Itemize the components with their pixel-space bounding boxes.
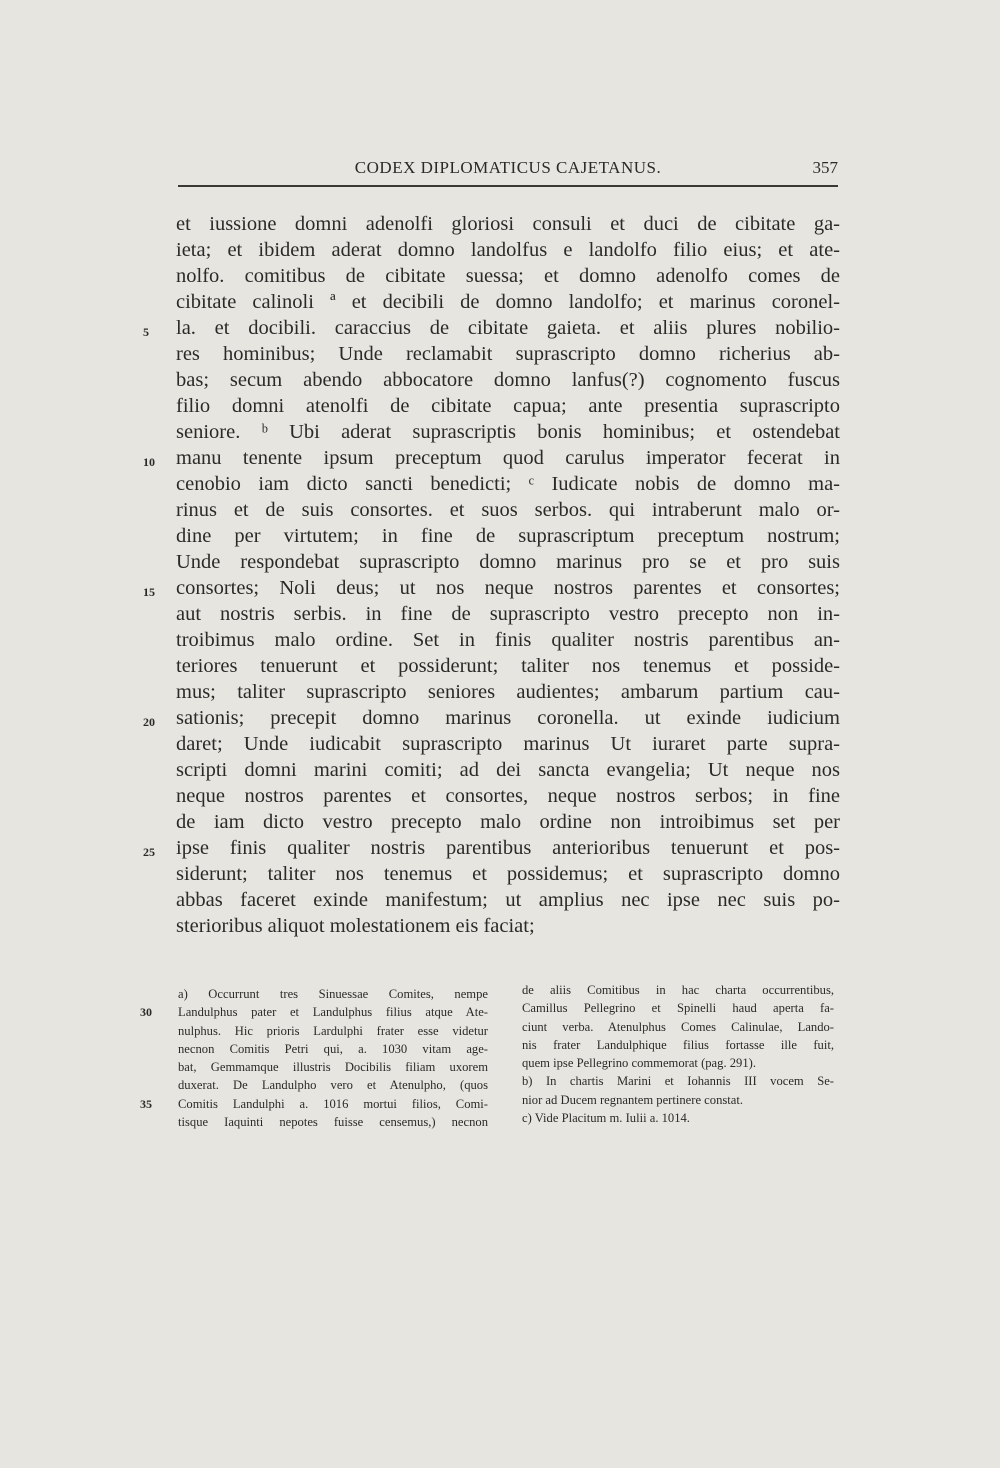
text-line: bas; secum abendo abbocatore domno lanfus(?) cognomento fuscus xyxy=(176,369,840,391)
footnotes-left-column xyxy=(178,985,488,1131)
text-line: Unde respondebat suprascripto domno marinus pro se et pro suis xyxy=(176,551,840,573)
line-number: 15 xyxy=(143,585,155,599)
footnote-line: ciunt verba. Atenulphus Comes Calinulae, Lando- xyxy=(522,1019,834,1034)
text-line: aut nostris serbis. in fine de suprascripto vestro precepto non in- xyxy=(176,603,840,625)
text-line: abbas faceret exinde manifestum; ut amplius nec ipse nec suis po- xyxy=(176,889,840,911)
line-number: 10 xyxy=(143,455,155,469)
text-line: mus; taliter suprascripto seniores audientes; ambarum partium cau- xyxy=(176,681,840,703)
footnote-line: necnon Comitis Petri qui, a. 1030 vitam age- xyxy=(178,1041,488,1056)
footnote-line: Camillus Pellegrino et Spinelli haud aperta fa- xyxy=(522,1001,834,1016)
footnote-line: de aliis Comitibus in hac charta occurrentibus, xyxy=(522,983,834,997)
footnote-line: bat, Gemmamque illustris Docibilis filiam uxorem xyxy=(178,1060,488,1075)
text-line: manu tenente ipsum preceptum quod carulus imperator fecerat in xyxy=(176,447,840,469)
main-text xyxy=(176,211,840,939)
line-number: 5 xyxy=(143,325,149,339)
text-line: ipse finis qualiter nostris parentibus anterioribus tenuerunt et pos- xyxy=(176,837,840,859)
text-line: neque nostros parentes et consortes, neque nostros serbos; in fine xyxy=(176,785,840,807)
text-line: teriores tenuerunt et possiderunt; taliter nos tenemus et posside- xyxy=(176,655,840,677)
footnote-line: Comitis Landulphi a. 1016 mortui filios, Comi- xyxy=(178,1096,488,1111)
text-line: dine per virtutem; in fine de suprascriptum preceptum nostrum; xyxy=(176,525,840,547)
footnote-line: duxerat. De Landulpho vero et Atenulpho, (quos xyxy=(178,1078,488,1093)
text-line: res hominibus; Unde reclamabit suprascripto domno richerius ab- xyxy=(176,343,840,365)
text-line: cenobio iam dicto sancti benedicti; ᶜ Iudicate nobis de domno ma- xyxy=(176,473,840,495)
footnotes-right-column xyxy=(522,981,834,1127)
text-line: et iussione domni adenolfi gloriosi consuli et duci de cibitate ga- xyxy=(176,213,840,235)
line-number: 25 xyxy=(143,845,155,859)
text-line: troibimus malo ordine. Set in finis qualiter nostris parentibus an- xyxy=(176,629,840,651)
footnote-line: nior ad Ducem regnantem pertinere constat. xyxy=(522,1092,743,1107)
footnote-line: quem ipse Pellegrino commemorat (pag. 291). xyxy=(522,1056,756,1071)
footnote-line: Landulphus pater et Landulphus filius atque Ate- xyxy=(178,1005,488,1020)
text-line: sationis; precepit domno marinus coronella. ut exinde iudicium xyxy=(176,707,840,729)
header-rule xyxy=(178,185,838,187)
footnote-line-number: 30 xyxy=(140,1005,152,1019)
footnote-line: b) In chartis Marini et Iohannis III vocem Se- xyxy=(522,1074,834,1089)
text-line: daret; Unde iudicabit suprascripto marinus Ut iuraret parte supra- xyxy=(176,733,840,755)
line-number: 20 xyxy=(143,715,155,729)
page-header xyxy=(178,158,838,182)
footnote-line: nulphus. Hic prioris Lardulphi frater esse videtur xyxy=(178,1023,488,1038)
text-line: seniore. ᵇ Ubi aderat suprascriptis bonis hominibus; et ostendebat xyxy=(176,421,840,443)
footnote-line: tisque Iaquinti nepotes fuisse censemus,) necnon xyxy=(178,1115,488,1130)
text-line: ieta; et ibidem aderat domno landolfus e landolfo filio eius; et ate- xyxy=(176,239,840,261)
footnote-line: a) Occurrunt tres Sinuessae Comites, nempe xyxy=(178,987,488,1001)
text-line: rinus et de suis consortes. et suos serbos. qui intraberunt malo or- xyxy=(176,499,840,521)
text-line: de iam dicto vestro precepto malo ordine non introibimus set per xyxy=(176,811,840,833)
page-number: 357 xyxy=(812,158,838,177)
text-line: scripti domni marini comiti; ad dei sancta evangelia; Ut neque nos xyxy=(176,759,840,781)
text-line: consortes; Noli deus; ut nos neque nostros parentes et consortes; xyxy=(176,577,840,599)
text-line: siderunt; taliter nos tenemus et possidemus; et suprascripto domno xyxy=(176,863,840,885)
footnote-line-number: 35 xyxy=(140,1097,152,1111)
running-title: CODEX DIPLOMATICUS CAJETANUS. xyxy=(354,158,662,177)
text-line: cibitate calinoli ª et decibili de domno landolfo; et marinus coronel- xyxy=(176,291,840,313)
text-line: la. et docibili. caraccius de cibitate gaieta. et aliis plures nobilio- xyxy=(176,317,840,339)
text-line: nolfo. comitibus de cibitate suessa; et domno adenolfo comes de xyxy=(176,265,840,287)
footnote-line: nis frater Landulphique filius fortasse ille fuit, xyxy=(522,1037,834,1052)
text-line: sterioribus aliquot molestationem eis faciat; xyxy=(176,915,535,937)
footnote-line: c) Vide Placitum m. Iulii a. 1014. xyxy=(522,1111,690,1126)
text-line: filio domni atenolfi de cibitate capua; ante presentia suprascripto xyxy=(176,395,840,417)
